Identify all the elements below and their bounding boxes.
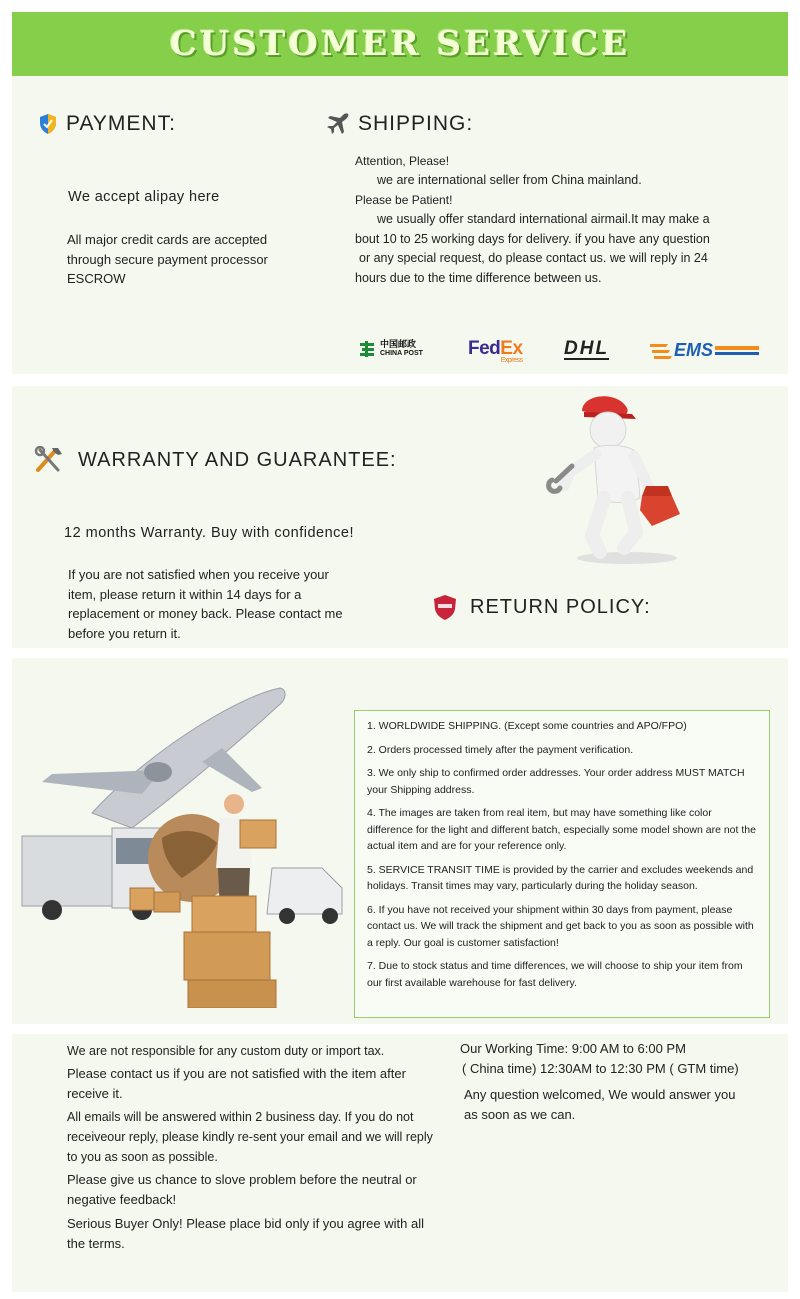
- policy-item: 5. SERVICE TRANSIT TIME is provided by the carrier and excludes weekends and holidays. Transit times may vary, particularly during the holiday season.: [367, 863, 754, 892]
- policy-item: 7. Due to stock status and time differences, we will choose to ship your item from our first available warehouse for fast delivery.: [367, 960, 743, 989]
- china-post-logo: [358, 340, 423, 358]
- shipping-heading: [326, 112, 473, 136]
- china-post-cn: 中国邮政: [380, 339, 417, 349]
- ems-stripes-icon: [650, 342, 672, 360]
- warranty-body-line: before you return it.: [68, 625, 181, 641]
- worker-figure-illustration: [532, 386, 712, 566]
- fedex-sub: Express: [500, 357, 523, 364]
- badge-icon: [432, 593, 458, 621]
- fedex-logo: [468, 338, 523, 364]
- banner-title: CUSTOMER SERVICE: [169, 24, 631, 64]
- payment-body-line: ESCROW: [67, 271, 126, 286]
- fedex-fed: Fed: [468, 338, 501, 359]
- patient-label: Please be Patient!: [355, 193, 453, 207]
- payment-highlight: We accept alipay here: [68, 189, 220, 205]
- attention-label: Attention, Please!: [355, 154, 450, 168]
- warranty-heading-label: WARRANTY AND GUARANTEE:: [78, 448, 397, 471]
- policy-item: 6. If you have not received your shipment within 30 days from payment, please contact us. We will track the shipment and get back to you as soon as possible with a reply. Our goal is customer satisfaction!: [367, 903, 754, 949]
- policy-item: 3. We only ship to confirmed order addresses. Your order address MUST MATCH your Shipping address.: [367, 767, 745, 796]
- shipping-body-line: bout 10 to 25 working days for delivery. if you have any question: [355, 231, 710, 246]
- tools-icon: [34, 446, 64, 474]
- shipping-body-line: hours due to the time difference between us.: [355, 270, 602, 285]
- shipping-policy-panel: [12, 658, 788, 1024]
- notes-panel: [12, 1034, 788, 1292]
- contact-note: Please contact us if you are not satisfied with the item after receive it.: [67, 1066, 406, 1101]
- ems-text: EMS: [674, 340, 714, 360]
- warranty-body-line: item, please return it within 14 days for a: [68, 586, 302, 602]
- emails-note: All emails will be answered within 2 business day. If you do not receiveour reply, please kindly re-sent your email and we will reply to you as soon as possible.: [67, 1110, 433, 1164]
- payment-body-line: through secure payment processor: [67, 251, 268, 267]
- shipping-body-line: or any special request, do please contact us. we will reply in 24: [359, 251, 708, 265]
- shipping-illustration: [12, 678, 352, 1008]
- seller-line: we are international seller from China mainland.: [377, 173, 642, 187]
- policy-item: 1. WORLDWIDE SHIPPING. (Except some countries and APO/FPO): [367, 720, 687, 732]
- payment-heading-label: PAYMENT:: [66, 112, 176, 135]
- payment-shipping-panel: [12, 76, 788, 374]
- shipping-body-line: we usually offer standard international airmail.It may make a: [377, 212, 710, 226]
- shield-icon: [38, 113, 58, 135]
- warranty-body-line: If you are not satisfied when you receive your: [68, 567, 329, 582]
- policy-list-box: [354, 710, 770, 1018]
- shipping-body: [355, 210, 775, 288]
- return-policy-heading: [432, 593, 651, 621]
- policy-item: 2. Orders processed timely after the payment verification.: [367, 743, 634, 756]
- ems-tail-icon: [715, 344, 759, 358]
- working-time: Our Working Time: 9:00 AM to 6:00 PM: [460, 1041, 686, 1056]
- china-post-icon: [358, 340, 376, 358]
- payment-body: [67, 230, 268, 289]
- feedback-note: Please give us chance to slove problem before the neutral or negative feedback!: [67, 1172, 417, 1207]
- question-note: Any question welcomed, We would answer you as soon as we can.: [464, 1087, 736, 1122]
- ems-logo: [650, 340, 759, 361]
- china-time: ( China time) 12:30AM to 12:30 PM ( GTM time): [462, 1061, 739, 1076]
- serious-note: Serious Buyer Only! Please place bid only if you agree with all the terms.: [67, 1216, 424, 1251]
- policy-item: 4. The images are taken from real item, but may have something like color difference for the light and different batch, especially some model shown are not the actual item and are for your reference only.: [367, 807, 756, 852]
- customer-service-banner: [12, 12, 788, 76]
- shipping-heading-label: SHIPPING:: [358, 112, 474, 135]
- fedex-ex: Ex: [500, 338, 523, 359]
- payment-body-line: All major credit cards are accepted: [67, 232, 268, 247]
- airplane-icon: [326, 113, 350, 135]
- tax-note: We are not responsible for any custom duty or import tax.: [67, 1044, 385, 1058]
- return-policy-heading-label: RETURN POLICY:: [470, 595, 651, 618]
- hours-column: [460, 1039, 778, 1125]
- warranty-body: [68, 565, 343, 643]
- warranty-body-line: replacement or money back. Please contact me: [68, 606, 343, 621]
- china-post-en: CHINA POST: [380, 350, 423, 357]
- warranty-panel: [12, 386, 788, 648]
- policy-list: [367, 718, 759, 991]
- payment-heading: [38, 112, 176, 136]
- warranty-heading: [34, 446, 397, 474]
- notes-column: [67, 1041, 439, 1254]
- warranty-highlight: 12 months Warranty. Buy with confidence!: [64, 525, 354, 541]
- dhl-logo: DHL: [564, 338, 610, 359]
